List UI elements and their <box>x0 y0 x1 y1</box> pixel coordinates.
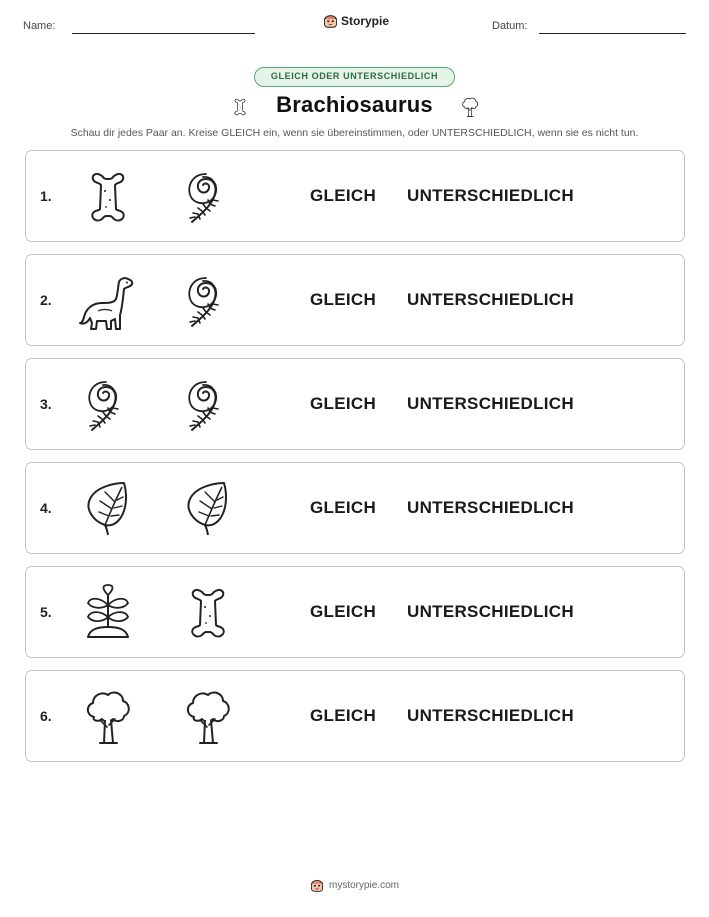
worksheet-header <box>0 0 709 40</box>
date-label: Datum: <box>492 20 528 32</box>
plant-icon <box>78 583 138 643</box>
leaf-icon <box>178 479 238 539</box>
tree-icon <box>178 687 238 747</box>
question-number: 6. <box>40 708 52 724</box>
footer-url: mystorypie.com <box>328 879 399 891</box>
question-number: 5. <box>40 604 52 620</box>
option-same[interactable]: GLEICH <box>310 498 377 517</box>
brand-logo <box>323 13 389 28</box>
question-number: 2. <box>40 292 52 308</box>
option-same[interactable]: GLEICH <box>310 186 377 205</box>
fern-icon <box>178 375 238 435</box>
question-row <box>25 566 685 658</box>
worksheet-type-badge: GLEICH ODER UNTERSCHIEDLICH <box>254 67 455 87</box>
bone-icon <box>78 167 138 227</box>
option-same[interactable]: GLEICH <box>310 290 377 309</box>
fern-icon <box>78 375 138 435</box>
brand-name: Storypie <box>341 13 390 28</box>
footer <box>0 878 709 892</box>
instructions: Schau dir jedes Paar an. Kreise GLEICH ein, wenn sie übereinstimmen, oder UNTERSCHIEDLICH, wenn sie es nicht tun. <box>70 127 639 139</box>
option-same[interactable]: GLEICH <box>310 602 377 621</box>
question-number: 4. <box>40 500 52 516</box>
tree-icon <box>459 92 481 122</box>
fern-icon <box>178 271 238 331</box>
option-different[interactable]: UNTERSCHIEDLICH <box>407 394 574 413</box>
name-field-line <box>72 33 255 34</box>
question-row <box>25 670 685 762</box>
option-same[interactable]: GLEICH <box>310 394 377 413</box>
bone-icon <box>178 583 238 643</box>
dinosaur-icon <box>78 271 138 331</box>
option-different[interactable]: UNTERSCHIEDLICH <box>407 290 574 309</box>
date-field-line <box>539 33 686 34</box>
option-same[interactable]: GLEICH <box>310 706 377 725</box>
page-title: Brachiosaurus <box>276 92 433 117</box>
name-label: Name: <box>23 20 56 32</box>
question-number: 1. <box>40 188 52 204</box>
leaf-icon <box>78 479 138 539</box>
title-row <box>0 92 709 122</box>
storypie-mascot-icon <box>323 13 338 28</box>
question-list <box>25 150 685 774</box>
question-row <box>25 462 685 554</box>
question-row <box>25 150 685 242</box>
question-row <box>25 254 685 346</box>
bone-icon <box>230 92 250 122</box>
storypie-mascot-icon <box>310 878 324 892</box>
question-row <box>25 358 685 450</box>
question-number: 3. <box>40 396 52 412</box>
tree-icon <box>78 687 138 747</box>
fern-icon <box>178 167 238 227</box>
option-different[interactable]: UNTERSCHIEDLICH <box>407 602 574 621</box>
option-different[interactable]: UNTERSCHIEDLICH <box>407 186 574 205</box>
option-different[interactable]: UNTERSCHIEDLICH <box>407 498 574 517</box>
option-different[interactable]: UNTERSCHIEDLICH <box>407 706 574 725</box>
